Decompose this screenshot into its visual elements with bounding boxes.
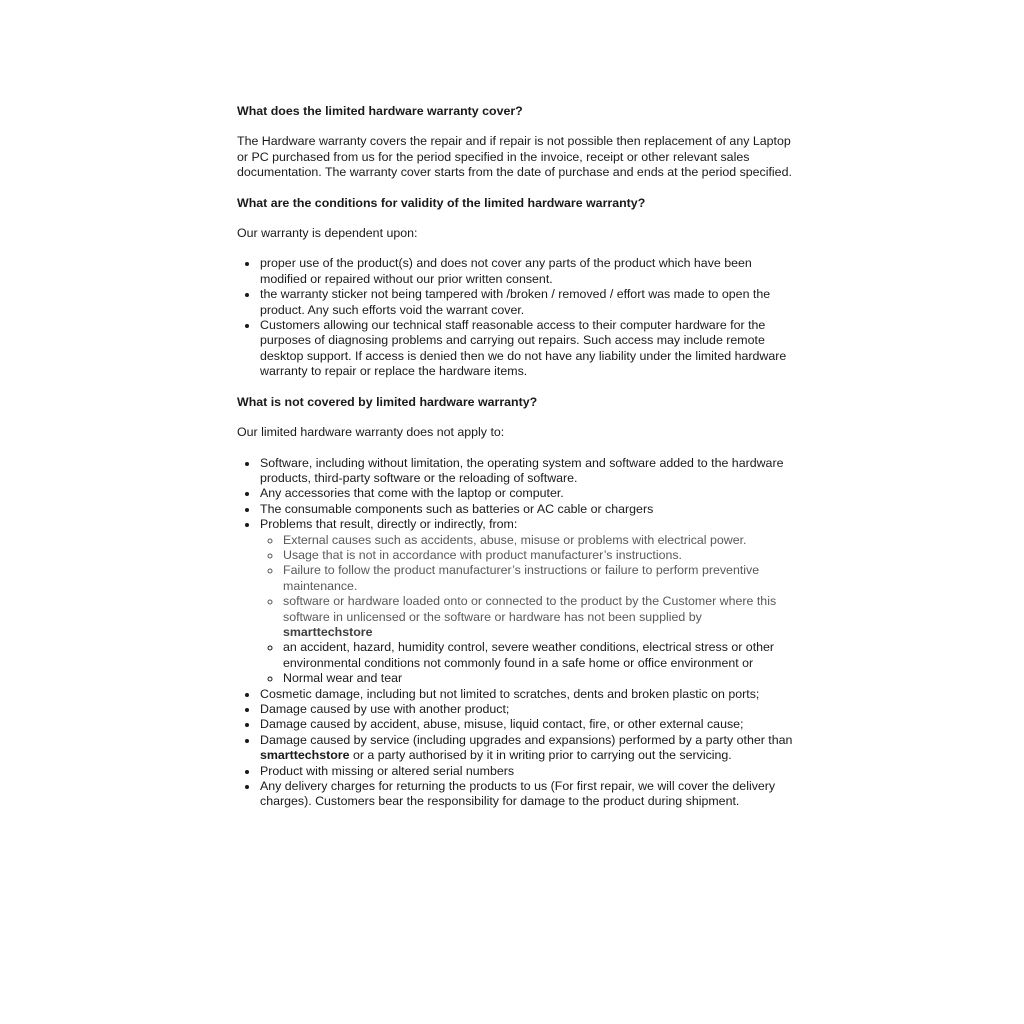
sub-bullet-list bbox=[260, 533, 793, 687]
list-item bbox=[259, 256, 793, 287]
list-item bbox=[259, 687, 793, 702]
list-item bbox=[259, 517, 793, 686]
section-heading: What does the limited hardware warranty cover? bbox=[237, 104, 523, 118]
paragraph: The Hardware warranty covers the repair and if repair is not possible then replacement of any Laptop or PC purchased from us for the period specified in the invoice, receipt or other relevant sales documentation. The warranty cover starts from the date of purchase and ends at the period specified. bbox=[237, 134, 792, 180]
paragraph: Our warranty is dependent upon: bbox=[237, 226, 418, 241]
list-item-text: Any accessories that come with the laptop or computer. bbox=[260, 486, 564, 501]
section-heading: What are the conditions for validity of the limited hardware warranty? bbox=[237, 195, 646, 210]
list-item bbox=[259, 486, 793, 501]
list-item bbox=[259, 717, 793, 732]
list-item-text: Any delivery charges for returning the products to us (For first repair, we will cover the delivery charges). Customers bear the responsibility for damage to the product during shipment. bbox=[260, 779, 776, 809]
warranty-document bbox=[237, 104, 793, 825]
list-item-text: Damage caused by accident, abuse, misuse, liquid contact, fire, or other external cause; bbox=[260, 717, 744, 732]
list-item bbox=[259, 287, 793, 318]
list-item-text: Problems that result, directly or indirectly, from: bbox=[260, 517, 518, 532]
list-item-text: Cosmetic damage, including but not limited to scratches, dents and broken plastic on ports; bbox=[260, 686, 760, 701]
section-cover bbox=[237, 104, 793, 181]
list-item bbox=[259, 733, 793, 764]
bullet-list-exclusions bbox=[237, 456, 793, 810]
section-not-covered bbox=[237, 395, 793, 810]
list-item bbox=[282, 671, 793, 686]
list-item-text: Damage caused by use with another product; bbox=[260, 702, 510, 716]
list-item-text: Software, including without limitation, the operating system and software added to the hardware products, third-party software or the reloading of software. bbox=[260, 455, 784, 485]
bullet-list-conditions bbox=[237, 256, 793, 379]
list-item bbox=[282, 640, 793, 671]
list-item-text: proper use of the product(s) and does not cover any parts of the product which have been modified or repaired without our prior written consent. bbox=[260, 256, 752, 286]
list-item-text: an accident, hazard, humidity control, severe weather conditions, electrical stress or other environmental conditions not commonly found in a safe home or office environment or bbox=[283, 640, 775, 670]
list-item bbox=[282, 594, 793, 640]
list-item bbox=[259, 502, 793, 517]
list-item bbox=[259, 779, 793, 810]
list-item-text: Usage that is not in accordance with product manufacturer’s instructions. bbox=[283, 547, 682, 562]
paragraph: Our limited hardware warranty does not apply to: bbox=[237, 425, 505, 440]
list-item-text: or a party authorised by it in writing prior to carrying out the servicing. bbox=[349, 748, 732, 763]
list-item-text: The consumable components such as batteries or AC cable or chargers bbox=[260, 501, 654, 516]
list-item-text: Product with missing or altered serial numbers bbox=[260, 763, 515, 778]
list-item-text: software or hardware loaded onto or connected to the product by the Customer where this software in unlicensed or the software or hardware has not been supplied by bbox=[283, 594, 777, 624]
list-item bbox=[259, 764, 793, 779]
brand-name-bold: smarttechstore bbox=[283, 624, 373, 639]
list-item bbox=[259, 456, 793, 487]
section-conditions bbox=[237, 196, 793, 380]
list-item-text: Damage caused by service (including upgrades and expansions) performed by a party other than bbox=[260, 732, 793, 747]
list-item bbox=[282, 533, 793, 548]
list-item-text: External causes such as accidents, abuse, misuse or problems with electrical power. bbox=[283, 532, 747, 547]
list-item bbox=[282, 563, 793, 594]
list-item bbox=[259, 318, 793, 380]
section-heading: What is not covered by limited hardware warranty? bbox=[237, 394, 538, 409]
list-item-text: Normal wear and tear bbox=[283, 671, 403, 686]
list-item-text: the warranty sticker not being tampered with /broken / removed / effort was made to open the product. Any such efforts void the warrant cover. bbox=[260, 287, 771, 317]
list-item bbox=[282, 548, 793, 563]
brand-name-bold: smarttechstore bbox=[260, 748, 350, 763]
list-item-text: Customers allowing our technical staff reasonable access to their computer hardware for the purposes of diagnosing problems and carrying out repairs. Such access may include remote desktop support. If access is denied then we do not have any liability under the limited hardware warranty to repair or replace the hardware items. bbox=[260, 318, 787, 379]
list-item bbox=[259, 702, 793, 717]
list-item-text: Failure to follow the product manufacturer’s instructions or failure to perform preventive maintenance. bbox=[283, 563, 760, 593]
